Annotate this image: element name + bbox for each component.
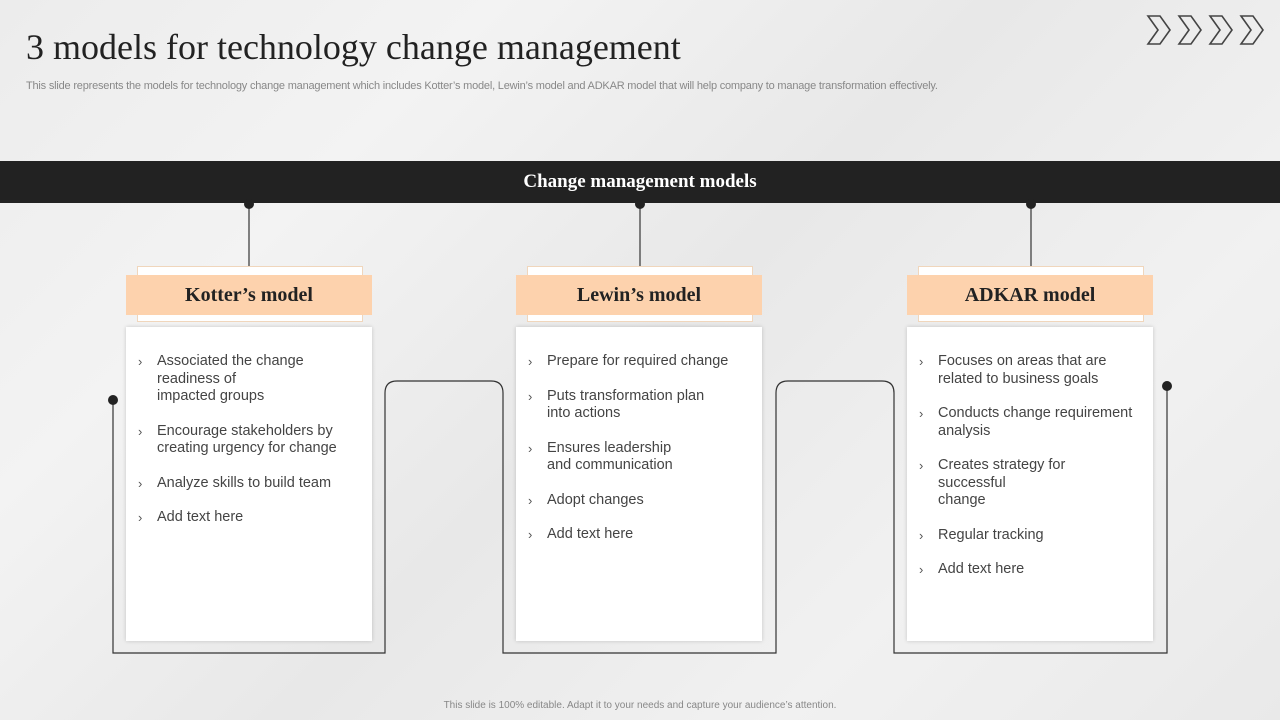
chevron-bullet-icon: › (919, 458, 924, 473)
list-item: › Puts transformation plan into actions (528, 387, 705, 421)
list-item: › Encourage stakeholders by creating urgency for change (138, 422, 337, 456)
list-item: › Add text here (528, 526, 634, 542)
lewin-card (516, 327, 762, 641)
chevron-right-icon (1241, 16, 1263, 44)
chevron-bullet-icon: › (528, 527, 533, 542)
list-item: › Analyze skills to build team (138, 474, 332, 491)
list-item: › Conducts change requirement analysis (919, 405, 1133, 439)
chevron-bullet-icon: › (528, 492, 533, 508)
chevron-bullet-icon: › (919, 354, 924, 369)
chevron-bullet-icon: › (528, 388, 533, 404)
chevron-bullet-icon: › (919, 562, 924, 577)
lewin-model-header: Lewin’s model (516, 275, 762, 315)
chevron-bullet-icon: › (138, 423, 143, 439)
list-item: › Associated the change readiness of impacted groups (138, 353, 304, 404)
models-banner: Change management models (0, 161, 1280, 203)
list-item: › Regular tracking (919, 526, 1044, 543)
list-item: › Creates strategy for successful change (919, 457, 1066, 508)
chevron-bullet-icon: › (528, 440, 533, 456)
chevron-bullet-icon: › (528, 354, 533, 369)
chevron-bullet-icon: › (138, 475, 143, 491)
list-item: › Focuses on areas that are related to business goals (919, 353, 1107, 387)
adkar-model-header: ADKAR model (907, 275, 1153, 315)
chevron-bullet-icon: › (138, 354, 143, 369)
footer-note: This slide is 100% editable. Adapt it to your needs and capture your audience’s attention. (443, 700, 837, 711)
adkar-card (907, 327, 1153, 641)
chevron-bullet-icon: › (919, 406, 924, 421)
kotter-card (126, 327, 372, 641)
chevron-bullet-icon: › (138, 510, 143, 525)
chevron-right-icon (1148, 16, 1170, 44)
list-item: › Ensures leadership and communication (528, 439, 673, 473)
list-item: › Add text here (919, 561, 1025, 577)
chevron-right-icon (1179, 16, 1201, 44)
list-item: › Prepare for required change (528, 353, 729, 369)
chevron-right-icon (1210, 16, 1232, 44)
kotter-model-header: Kotter’s model (126, 275, 372, 315)
page-subtitle: This slide represents the models for technology change management which includes Kotter’s model, Lewin’s model and ADKAR model that will help company to manage transformation effectively. (26, 80, 938, 92)
chevron-bullet-icon: › (919, 527, 924, 543)
list-item: › Add text here (138, 509, 244, 525)
page-title: 3 models for technology change management (26, 27, 681, 67)
list-item: › Adopt changes (528, 491, 644, 508)
chevrons-decoration (1146, 14, 1270, 46)
